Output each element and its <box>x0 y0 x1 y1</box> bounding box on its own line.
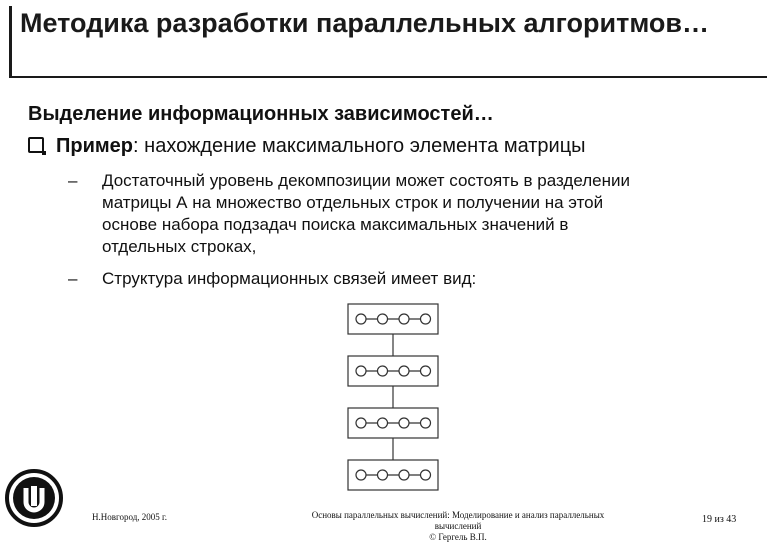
title-accent-line <box>9 6 12 78</box>
title-underline <box>9 76 767 78</box>
square-bullet-icon <box>28 137 44 153</box>
element-node <box>399 470 409 480</box>
element-node <box>378 366 388 376</box>
element-node <box>399 418 409 428</box>
section-heading: Выделение информационных зависимостей… <box>28 103 494 125</box>
subpoint-line: матрицы А на множество отдельных строк и получении на этой <box>102 193 604 212</box>
subpoint-line: отдельных строках, <box>102 237 257 256</box>
footer-copyright: © Гергель В.П. <box>429 532 487 542</box>
bullet-item <box>28 135 586 158</box>
dash-icon: – <box>68 171 78 190</box>
footer-location-date: Н.Новгород, 2005 г. <box>92 512 167 522</box>
subpoint-line: Достаточный уровень декомпозиции может состоять в разделении <box>102 171 630 190</box>
subpoint-line: Структура информационных связей имеет вид: <box>102 269 477 288</box>
dependency-diagram <box>346 302 442 492</box>
element-node <box>356 470 366 480</box>
element-node <box>378 418 388 428</box>
bullet-text: : нахождение максимального элемента матрицы <box>133 135 586 157</box>
element-node <box>421 314 431 324</box>
unn-logo <box>4 468 64 533</box>
footer-course <box>258 510 658 543</box>
subpoint-structure <box>68 268 742 290</box>
footer-course-line: Основы параллельных вычислений: Моделирование и анализ параллельных <box>311 510 605 520</box>
element-node <box>378 314 388 324</box>
element-node <box>356 418 366 428</box>
element-node <box>399 314 409 324</box>
bullet-label: Пример <box>56 135 134 157</box>
element-node <box>421 418 431 428</box>
element-node <box>399 366 409 376</box>
element-node <box>356 314 366 324</box>
dash-icon: – <box>68 269 78 288</box>
element-node <box>421 470 431 480</box>
slide-title: Методика разработки параллельных алгоритмов… <box>20 8 710 38</box>
footer-course-line: вычислений <box>434 521 482 531</box>
element-node <box>378 470 388 480</box>
subpoint-line: основе набора подзадач поиска максимальных значений в <box>102 215 569 234</box>
element-node <box>356 366 366 376</box>
element-node <box>421 366 431 376</box>
page-number: 19 из 43 <box>702 514 737 525</box>
subpoint-decomposition <box>68 170 742 258</box>
